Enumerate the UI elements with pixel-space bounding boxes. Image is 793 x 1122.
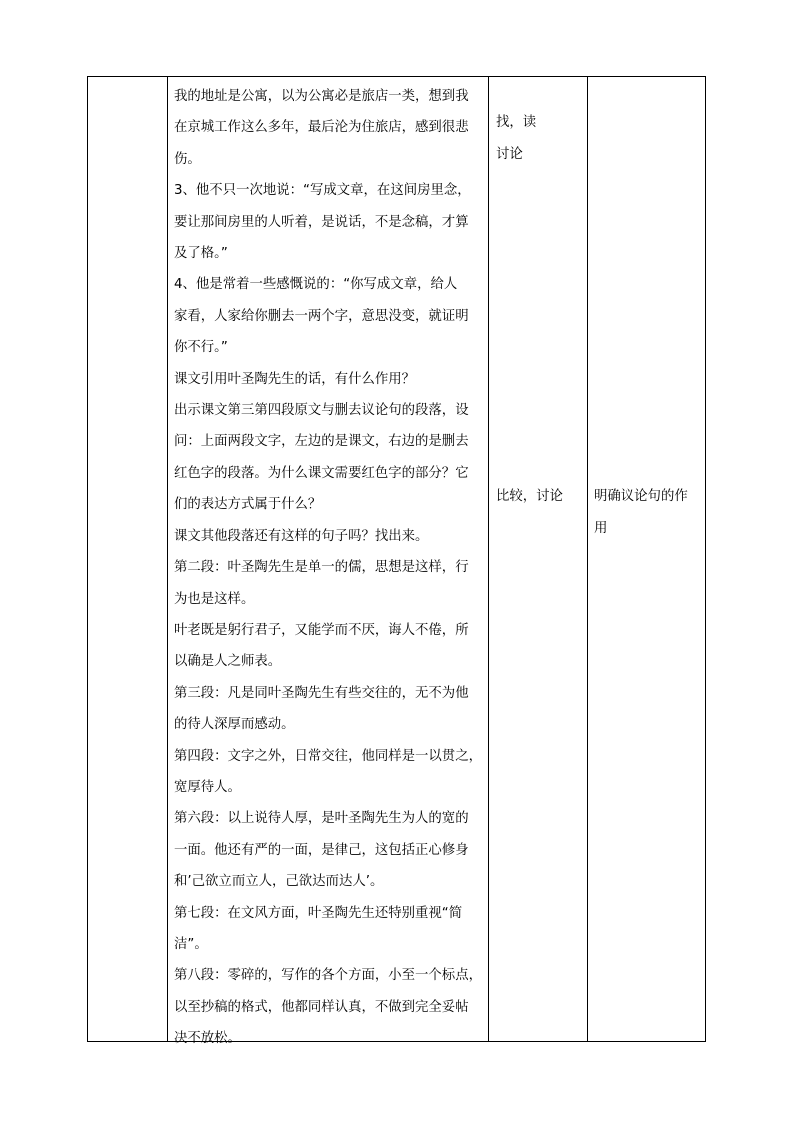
- column-divider: [587, 77, 588, 1041]
- content-line: 红色字的段落。为什么课文需要红色字的部分？它: [174, 465, 469, 481]
- content-line: 为也是这样。: [174, 591, 255, 607]
- goal-line: 明确议论句的作: [594, 489, 688, 504]
- activity-line: 比较，讨论: [496, 489, 563, 504]
- content-line: 伤。: [174, 151, 201, 167]
- content-line: 问：上面两段文字，左边的是课文，右边的是删去: [174, 434, 469, 450]
- lesson-table: [87, 76, 706, 1047]
- content-line: 第八段：零碎的，写作的各个方面，小至一个标点，: [174, 968, 482, 984]
- activity-cell-compare-discuss: [496, 481, 588, 513]
- content-line: 第六段：以上说待人厚，是叶圣陶先生为人的宽的: [174, 811, 469, 827]
- content-line: 家看，人家给你删去一两个字，意思没变，就证明: [174, 308, 469, 324]
- content-line: 要让那间房里的人听着，是说话，不是念稿，才算: [174, 214, 469, 230]
- content-line: 的待人深厚而感动。: [174, 717, 295, 733]
- content-line: 以确是人之师表。: [174, 654, 282, 670]
- content-line: 宽厚待人。: [174, 779, 241, 795]
- activity-line: 讨论: [496, 147, 523, 162]
- content-line: 一面。他还有严的一面，是律己，这包括正心修身: [174, 842, 469, 858]
- teaching-content-column: [174, 81, 489, 1055]
- content-line: 第二段：叶圣陶先生是单一的儒，思想是这样，行: [174, 560, 469, 576]
- activity-line: 找，读: [496, 115, 537, 130]
- content-line: 在京城工作这么多年，最后沦为住旅店，感到很悲: [174, 120, 469, 136]
- content-line: 决不放松。: [174, 1031, 241, 1047]
- content-line: 洁”。: [174, 936, 208, 952]
- content-line: 3、他不只一次地说：“写成文章，在这间房里念，: [174, 183, 471, 199]
- content-line: 以至抄稿的格式，他都同样认真，不做到完全妥帖: [174, 999, 469, 1015]
- content-line: 我的地址是公寓，以为公寓必是旅店一类，想到我: [174, 89, 469, 104]
- content-line: 课文其他段落还有这样的句子吗？找出来。: [174, 528, 429, 544]
- goal-cell: [594, 481, 702, 545]
- content-line: 和’己欲立而立人，己欲达而达人’。: [174, 874, 384, 890]
- activity-cell-read-discuss: [496, 107, 588, 171]
- content-line: 出示课文第三第四段原文与删去议论句的段落，设: [174, 403, 469, 419]
- content-line: 第三段：凡是同叶圣陶先生有些交往的，无不为他: [174, 685, 469, 701]
- content-line: 及了格。”: [174, 246, 228, 262]
- content-line: 4、他是常着一些感慨说的：“你写成文章，给人: [174, 277, 458, 293]
- content-line: 你不行。”: [174, 340, 228, 356]
- column-divider: [167, 77, 168, 1041]
- content-line: 课文引用叶圣陶先生的话，有什么作用？: [174, 371, 416, 387]
- content-line: 叶老既是躬行君子，又能学而不厌，诲人不倦，所: [174, 622, 469, 638]
- content-line: 们的表达方式属于什么？: [174, 497, 322, 513]
- content-line: 第四段：文字之外，日常交往，他同样是一以贯之，: [174, 748, 482, 764]
- content-line: 第七段：在文风方面，叶圣陶先生还特别重视“简: [174, 905, 463, 921]
- goal-line: 用: [594, 521, 608, 536]
